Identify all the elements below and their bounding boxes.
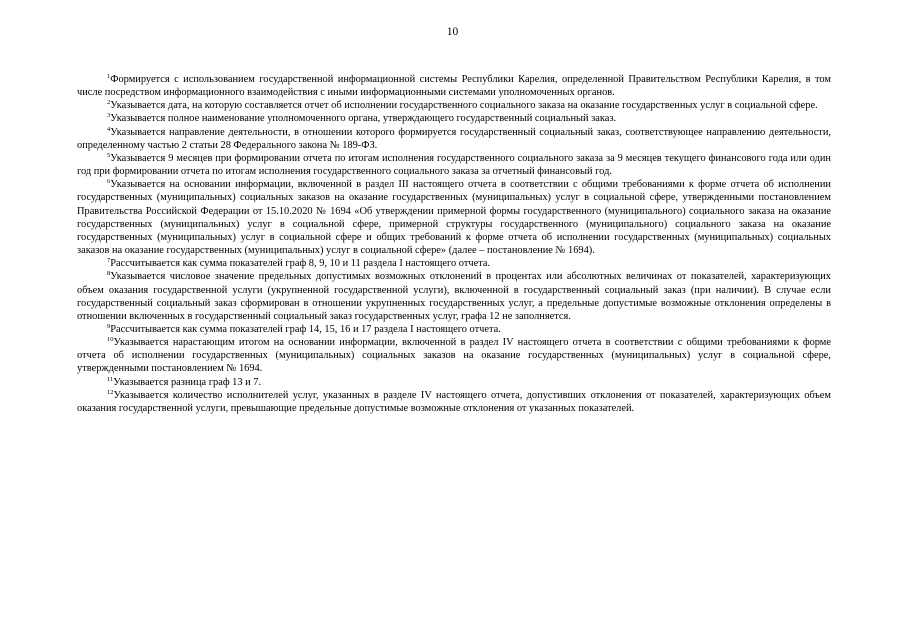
- footnote-8: [77, 270, 831, 323]
- footnote-text: Указывается нарастающим итогом на основании информации, включенной в раздел IV настоящего отчета в соответствии с общими требованиями к форме отчета об исполнении государственных (муниципальных) социальных заказов на оказание государственных (муниципальных) услуг в социальной сфере, утвержденными постановлением № 1694.: [77, 337, 831, 375]
- footnote-marker: 12: [107, 388, 114, 396]
- footnote-text: Указывается дата, на которую составляется отчет об исполнении государственного социального заказа на оказание государственных услуг в социальной сфере.: [110, 100, 818, 112]
- footnote-marker: 1: [107, 73, 111, 80]
- footnote-6: [77, 178, 831, 257]
- footnote-text: Указывается разница граф 13 и 7.: [113, 376, 262, 388]
- footnote-text: Указывается количество исполнителей услуг, указанных в разделе IV настоящего отчета, допустивших отклонения от показателей, характеризующих объем оказания государственной услуги, превышающие предельные допустимые возможные отклонения от указанных показателей.: [77, 389, 831, 414]
- footnote-text: Формируется с использованием государственной информационной системы Республики Карелия, определенной Правительством Республики Карелия, в том числе посредством информационного взаимодействия с иными информационными системами уполномоченных органов.: [77, 74, 831, 99]
- footnote-marker: 9: [107, 322, 111, 330]
- footnote-5: [77, 152, 831, 178]
- footnote-marker: 6: [107, 178, 111, 186]
- footnote-text: Рассчитывается как сумма показателей граф 8, 9, 10 и 11 раздела I настоящего отчета.: [110, 258, 491, 270]
- footnote-text: Рассчитывается как сумма показателей граф 14, 15, 16 и 17 раздела I настоящего отчета.: [110, 323, 501, 335]
- footnotes-list: [77, 73, 831, 415]
- footnote-marker: 3: [107, 112, 111, 120]
- footnote-marker: 4: [107, 125, 111, 133]
- footnote-text: Указывается направление деятельности, в отношении которого формируется государственный социальный заказ, соответствующее направлению деятельности, определенному частью 2 статьи 28 Федерального закона № 189-ФЗ.: [77, 126, 831, 151]
- footnote-1: [77, 73, 831, 99]
- footnote-marker: 8: [107, 270, 111, 278]
- footnote-marker: 2: [107, 99, 111, 107]
- footnote-3: [77, 112, 831, 125]
- footnote-marker: 5: [107, 151, 111, 159]
- footnote-text: Указывается полное наименование уполномоченного органа, утверждающего государственный социальный заказ.: [110, 113, 617, 125]
- footnote-7: [77, 257, 831, 270]
- footnote-text: Указывается на основании информации, включенной в раздел III настоящего отчета в соответствии с общими требованиями к форме отчета об исполнении государственных (муниципальных) социальных заказов на оказание государственных (муниципальных) услуг в социальной сфере, утвержденными постановлением Правительства Российской Федерации от 15.10.2020 № 1694 «Об утверждении примерной формы государственного (муниципального) социального заказа на оказание государственных (муниципальных) услуг в социальной сфере, примерной структуры государственного (муниципального) социального заказа на оказание государственных (муниципальных) услуг в социальной сфере и общих требований к форме отчета об исполнении государственных (муниципальных) социальных заказов на оказание государственных (муниципальных) услуг в социальной сфере» (далее – постановление № 1694).: [77, 179, 831, 257]
- footnote-marker: 7: [107, 257, 111, 265]
- footnote-2: [77, 99, 831, 112]
- footnote-10: [77, 336, 831, 375]
- footnote-11: [77, 376, 831, 389]
- footnote-text: Указывается 9 месяцев при формировании отчета по итогам исполнения государственного социального заказа за 9 месяцев текущего финансового года или один год при формировании отчета по итогам исполнения государственного социального заказа за отчетный финансовый год.: [77, 152, 831, 178]
- footnote-9: [77, 323, 831, 336]
- footnote-4: [77, 126, 831, 152]
- footnote-text: Указывается числовое значение предельных допустимых возможных отклонений в процентах или абсолютных величинах от показателей, характеризующих объем оказания государственной услуги (укрупненной государственной услуги), включенной в государственный социальный заказ (при наличии). В случае если государственный социальный заказ сформирован в отношении укрупненных государственных услуг, а предельные допустимые возможные отклонения определены в отношении включенных в государственный социальный заказ государственных услуг, графа 12 не заполняется.: [77, 271, 831, 322]
- footnote-12: [77, 389, 831, 415]
- footnote-marker: 10: [107, 336, 114, 344]
- page-number: 10: [446, 26, 459, 38]
- footnote-marker: 11: [107, 375, 114, 383]
